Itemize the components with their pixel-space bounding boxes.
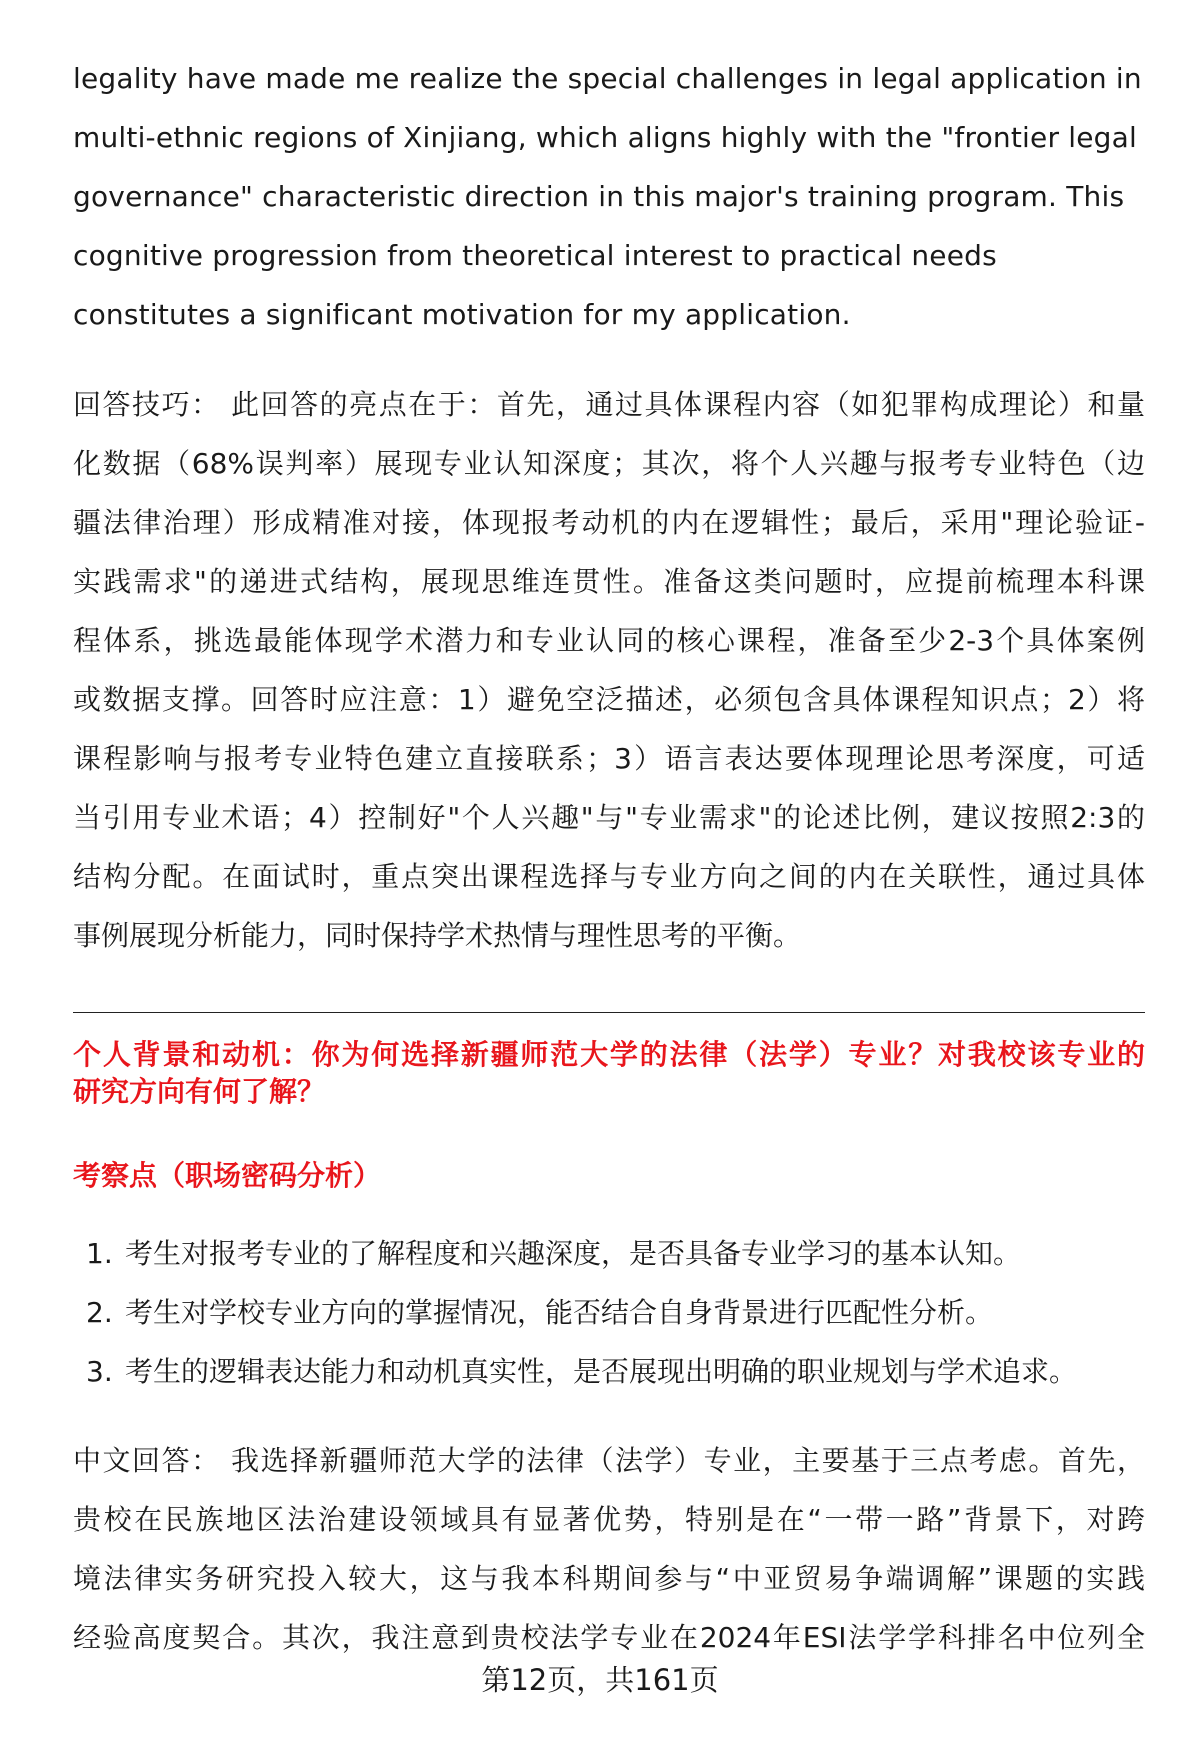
text-line: 经验高度契合。其次，我注意到贵校法学专业在2024年ESI法学学科排名中位列全 xyxy=(73,1621,1145,1654)
text-line: 化数据（68%误判率）展现专业认知深度；其次，将个人兴趣与报考专业特色（边 xyxy=(73,447,1145,480)
text-line: legality have made me realize the special challenges in legal application in xyxy=(73,62,1142,95)
list-number: 2. xyxy=(86,1296,113,1329)
text-line: 当引用专业术语；4）控制好"个人兴趣"与"专业需求"的论述比例，建议按照2:3的 xyxy=(73,801,1145,834)
text-line: 课程影响与报考专业特色建立直接联系；3）语言表达要体现理论思考深度，可适 xyxy=(73,742,1145,775)
question-line: 个人背景和动机：你为何选择新疆师范大学的法律（法学）专业？对我校该专业的 xyxy=(73,1038,1145,1071)
page-number: 第12页，共161页 xyxy=(481,1663,719,1697)
text-line: 结构分配。在面试时，重点突出课程选择与专业方向之间的内在关联性，通过具体 xyxy=(73,860,1145,893)
list-number: 1. xyxy=(86,1237,113,1270)
list-number: 3. xyxy=(86,1355,113,1388)
text-line: 或数据支撑。回答时应注意：1）避免空泛描述，必须包含具体课程知识点；2）将 xyxy=(73,683,1145,716)
section-divider xyxy=(73,1012,1145,1013)
text-line: cognitive progression from theoretical interest to practical needs xyxy=(73,239,997,272)
text-line: 境法律实务研究投入较大，这与我本科期间参与“中亚贸易争端调解”课题的实践 xyxy=(73,1562,1145,1595)
text-line: 贵校在民族地区法治建设领域具有显著优势，特别是在“一带一路”背景下，对跨 xyxy=(73,1503,1145,1536)
assessment-heading: 考察点（职场密码分析） xyxy=(73,1159,382,1192)
text-line: constitutes a significant motivation for my application. xyxy=(73,298,851,331)
list-item: 考生对学校专业方向的掌握情况，能否结合自身背景进行匹配性分析。 xyxy=(125,1296,994,1329)
text-line: multi-ethnic regions of Xinjiang, which aligns highly with the "frontier legal xyxy=(73,121,1137,154)
list-item: 考生的逻辑表达能力和动机真实性，是否展现出明确的职业规划与学术追求。 xyxy=(125,1355,1078,1388)
text-line: 事例展现分析能力，同时保持学术热情与理性思考的平衡。 xyxy=(73,919,802,952)
text-line: 回答技巧： 此回答的亮点在于：首先，通过具体课程内容（如犯罪构成理论）和量 xyxy=(73,388,1145,421)
text-line: governance" characteristic direction in this major's training program. This xyxy=(73,180,1125,213)
text-line: 疆法律治理）形成精准对接，体现报考动机的内在逻辑性；最后，采用"理论验证- xyxy=(73,506,1145,539)
text-line: 程体系，挑选最能体现学术潜力和专业认同的核心课程，准备至少2-3个具体案例 xyxy=(73,624,1145,657)
text-line: 实践需求"的递进式结构，展现思维连贯性。准备这类问题时，应提前梳理本科课 xyxy=(73,565,1145,598)
text-line: 中文回答： 我选择新疆师范大学的法律（法学）专业，主要基于三点考虑。首先， xyxy=(73,1444,1145,1477)
question-line: 研究方向有何了解？ xyxy=(73,1075,326,1108)
list-item: 考生对报考专业的了解程度和兴趣深度，是否具备专业学习的基本认知。 xyxy=(125,1237,1022,1270)
